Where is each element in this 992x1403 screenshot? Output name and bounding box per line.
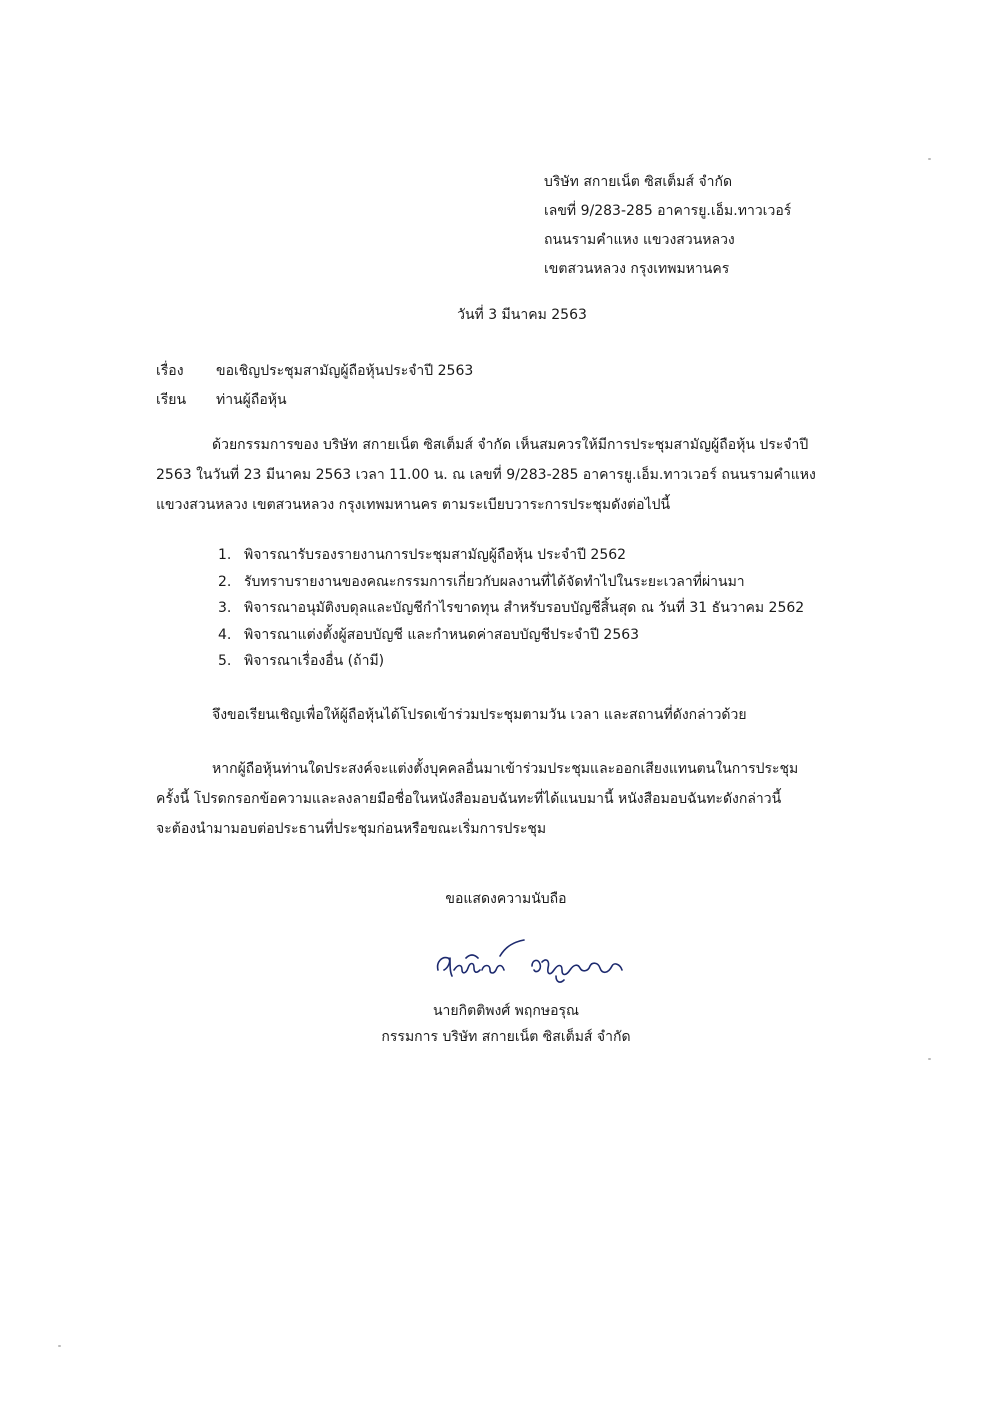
sender-address-line2: ถนนรามคำแหง แขวงสวนหลวง [544,232,735,248]
closing-salutation: ขอแสดงความนับถือ [445,891,567,907]
sender-address-line1: เลขที่ 9/283-285 อาคารยู.เอ็ม.ทาวเวอร์ [544,203,792,219]
agenda-item [218,542,804,569]
scan-speck [928,1058,931,1060]
agenda-item [218,648,804,675]
agenda-number: 2. [218,573,232,590]
agenda-item [218,595,804,622]
scan-speck [928,158,931,160]
signer-title: กรรมการ บริษัท สกายเน็ต ซิสเต็มส์ จำกัด [381,1029,631,1045]
subject-label: เรื่อง [156,363,184,379]
proxy-line: หากผู้ถือหุ้นท่านใดประสงค์จะแต่งตั้งบุคคลอื่นมาเข้าร่วมประชุมและออกเสียงแทนตนในการประชุม [212,761,799,777]
agenda-number: 1. [218,547,232,563]
invitation-paragraph [156,700,858,730]
agenda-number: 3. [218,600,232,616]
agenda-text: พิจารณาเรื่องอื่น (ถ้ามี) [244,653,385,669]
intro-line: ด้วยกรรมการของ บริษัท สกายเน็ต ซิสเต็มส์ จำกัด เห็นสมควรให้มีการประชุมสามัญผู้ถือหุ้น ประจำปี [212,437,809,453]
intro-line: 2563 ในวันที่ 23 มีนาคม 2563 เวลา 11.00 น. ณ เลขที่ 9/283-285 อาคารยู.เอ็ม.ทาวเวอร์ ถนนรามคำแหง [156,467,816,483]
invitation-text: จึงขอเรียนเชิญเพื่อให้ผู้ถือหุ้นได้โปรดเข้าร่วมประชุมตามวัน เวลา และสถานที่ดังกล่าวด้วย [212,707,747,723]
handwritten-signature [432,936,632,992]
agenda-text: พิจารณาแต่งตั้งผู้สอบบัญชี และกำหนดค่าสอบบัญชีประจำปี 2563 [244,626,640,643]
sender-company: บริษัท สกายเน็ต ซิสเต็มส์ จำกัด [544,174,733,190]
proxy-line: ครั้งนี้ โปรดกรอกข้อความและลงลายมือชื่อในหนังสือมอบฉันทะที่ได้แนบมานี้ หนังสือมอบฉันทะดังกล่าวนี้ [156,791,782,807]
subject-row [156,357,473,386]
proxy-paragraph [156,754,858,844]
intro-paragraph [156,430,858,520]
agenda-item [218,622,804,649]
letter-date: วันที่ 3 มีนาคม 2563 [457,307,587,323]
agenda-number: 5. [218,653,232,669]
agenda-text: รับทราบรายงานของคณะกรรมการเกี่ยวกับผลงานที่ได้จัดทำไปในระยะเวลาที่ผ่านมา [244,573,745,590]
agenda-text: พิจารณาอนุมัติงบดุลและบัญชีกำไรขาดทุน สำหรับรอบบัญชีสิ้นสุด ณ วันที่ 31 ธันวาคม 2562 [244,600,805,616]
recipient-label: เรียน [156,392,187,408]
agenda-text: พิจารณารับรองรายงานการประชุมสามัญผู้ถือหุ้น ประจำปี 2562 [244,547,627,563]
scan-speck [58,1345,61,1347]
letter-meta [156,357,473,415]
recipient-text: ท่านผู้ถือหุ้น [216,392,287,408]
sender-address-line3: เขตสวนหลวง กรุงเทพมหานคร [544,261,730,277]
subject-text: ขอเชิญประชุมสามัญผู้ถือหุ้นประจำปี 2563 [216,363,474,379]
signer-name: นายกิตติพงศ์ พฤกษอรุณ [432,1003,580,1019]
agenda-list [218,542,804,675]
sender-address-block [544,168,791,284]
proxy-line: จะต้องนำมามอบต่อประธานที่ประชุมก่อนหรือขณะเริ่มการประชุม [156,821,547,837]
intro-line: แขวงสวนหลวง เขตสวนหลวง กรุงเทพมหานคร ตามระเบียบวาระการประชุมดังต่อไปนี้ [156,497,671,513]
agenda-item [218,569,804,596]
recipient-row [156,386,473,415]
signer-block [0,998,992,1050]
agenda-number: 4. [218,626,232,643]
